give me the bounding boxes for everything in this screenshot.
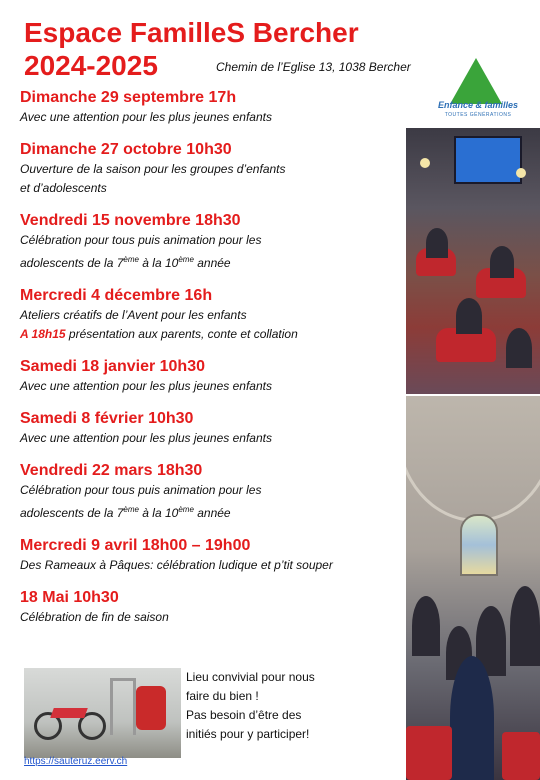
address: Chemin de l’Eglise 13, 1038 Bercher xyxy=(216,60,411,74)
event-description: Célébration de fin de saison xyxy=(20,610,169,624)
event-date: 18 Mai 10h30 xyxy=(20,589,119,606)
event-description: Avec une attention pour les plus jeunes enfants xyxy=(20,110,272,124)
event-description xyxy=(20,325,405,344)
event-description: Avec une attention pour les plus jeunes enfants xyxy=(20,379,272,393)
event-item xyxy=(20,88,405,127)
event-item xyxy=(20,588,405,627)
event-date: Samedi 18 janvier 10h30 xyxy=(20,358,205,375)
stained-glass-window xyxy=(460,514,498,576)
red-chair xyxy=(136,686,166,730)
logo-text: Enfance & familles xyxy=(437,100,519,110)
event-description: Célébration pour tous puis animation pour les xyxy=(20,483,262,497)
event-description: adolescents de la 7ème à la 10ème année xyxy=(20,505,231,520)
event-description: Ouverture de la saison pour les groupes d’enfants xyxy=(20,162,286,176)
person-silhouette xyxy=(456,298,482,334)
season-years: 2024-2025 xyxy=(24,50,158,81)
welcome-line: initiés pour y participer! xyxy=(186,727,310,741)
person-silhouette xyxy=(426,228,448,258)
event-list xyxy=(20,88,405,640)
projection-screen xyxy=(454,136,522,184)
ceiling-lamp xyxy=(516,168,526,178)
event-date: Vendredi 22 mars 18h30 xyxy=(20,462,203,479)
event-date: Mercredi 9 avril 18h00 – 19h00 xyxy=(20,537,251,554)
event-date: Dimanche 29 septembre 17h xyxy=(20,89,237,106)
kids-bike xyxy=(34,698,104,734)
event-item xyxy=(20,409,405,448)
church-gathering-photo xyxy=(406,128,540,394)
church-interior-photo xyxy=(406,396,540,780)
event-item xyxy=(20,140,405,198)
event-time-highlight: A 18h15 xyxy=(20,327,66,341)
event-description: Avec une attention pour les plus jeunes enfants xyxy=(20,431,272,445)
event-description: Ateliers créatifs de l’Avent pour les enfants xyxy=(20,308,247,322)
person-silhouette xyxy=(506,328,532,368)
welcome-line: faire du bien ! xyxy=(186,689,259,703)
event-description: Des Rameaux à Pâques: célébration ludique et p’tit souper xyxy=(20,558,333,572)
logo-subtext: TOUTES GÉNÉRATIONS xyxy=(444,112,512,118)
child-silhouette xyxy=(450,656,494,780)
red-seat xyxy=(406,726,452,780)
event-date: Dimanche 27 octobre 10h30 xyxy=(20,141,232,158)
logo-triangle-icon xyxy=(450,58,502,104)
page-title: Espace FamilleS Bercher xyxy=(24,17,359,48)
welcome-text xyxy=(186,668,356,744)
event-date: Mercredi 4 décembre 16h xyxy=(20,287,213,304)
person-silhouette xyxy=(490,246,514,278)
enfance-familles-logo xyxy=(432,56,524,122)
walker-frame xyxy=(110,678,136,735)
ceiling-lamp xyxy=(420,158,430,168)
event-item xyxy=(20,357,405,396)
person-silhouette xyxy=(412,596,440,656)
event-description: adolescents de la 7ème à la 10ème année xyxy=(20,255,231,270)
website-link[interactable]: https://sauteruz.eerv.ch xyxy=(24,756,128,767)
welcome-line: Pas besoin d’être des xyxy=(186,708,302,722)
event-date: Vendredi 15 novembre 18h30 xyxy=(20,212,241,229)
red-seat xyxy=(502,732,540,780)
bikes-photo xyxy=(24,668,181,758)
event-item xyxy=(20,286,405,344)
welcome-line: Lieu convivial pour nous xyxy=(186,670,315,684)
event-item xyxy=(20,536,405,575)
event-item xyxy=(20,461,405,523)
event-description: Célébration pour tous puis animation pour les xyxy=(20,233,262,247)
event-description: et d’adolescents xyxy=(20,181,107,195)
event-date: Samedi 8 février 10h30 xyxy=(20,410,194,427)
event-highlight-text: présentation aux parents, conte et collation xyxy=(65,327,298,341)
bike-frame xyxy=(50,708,88,718)
person-silhouette xyxy=(510,586,540,666)
vaulted-ceiling xyxy=(406,396,540,522)
event-item xyxy=(20,211,405,273)
